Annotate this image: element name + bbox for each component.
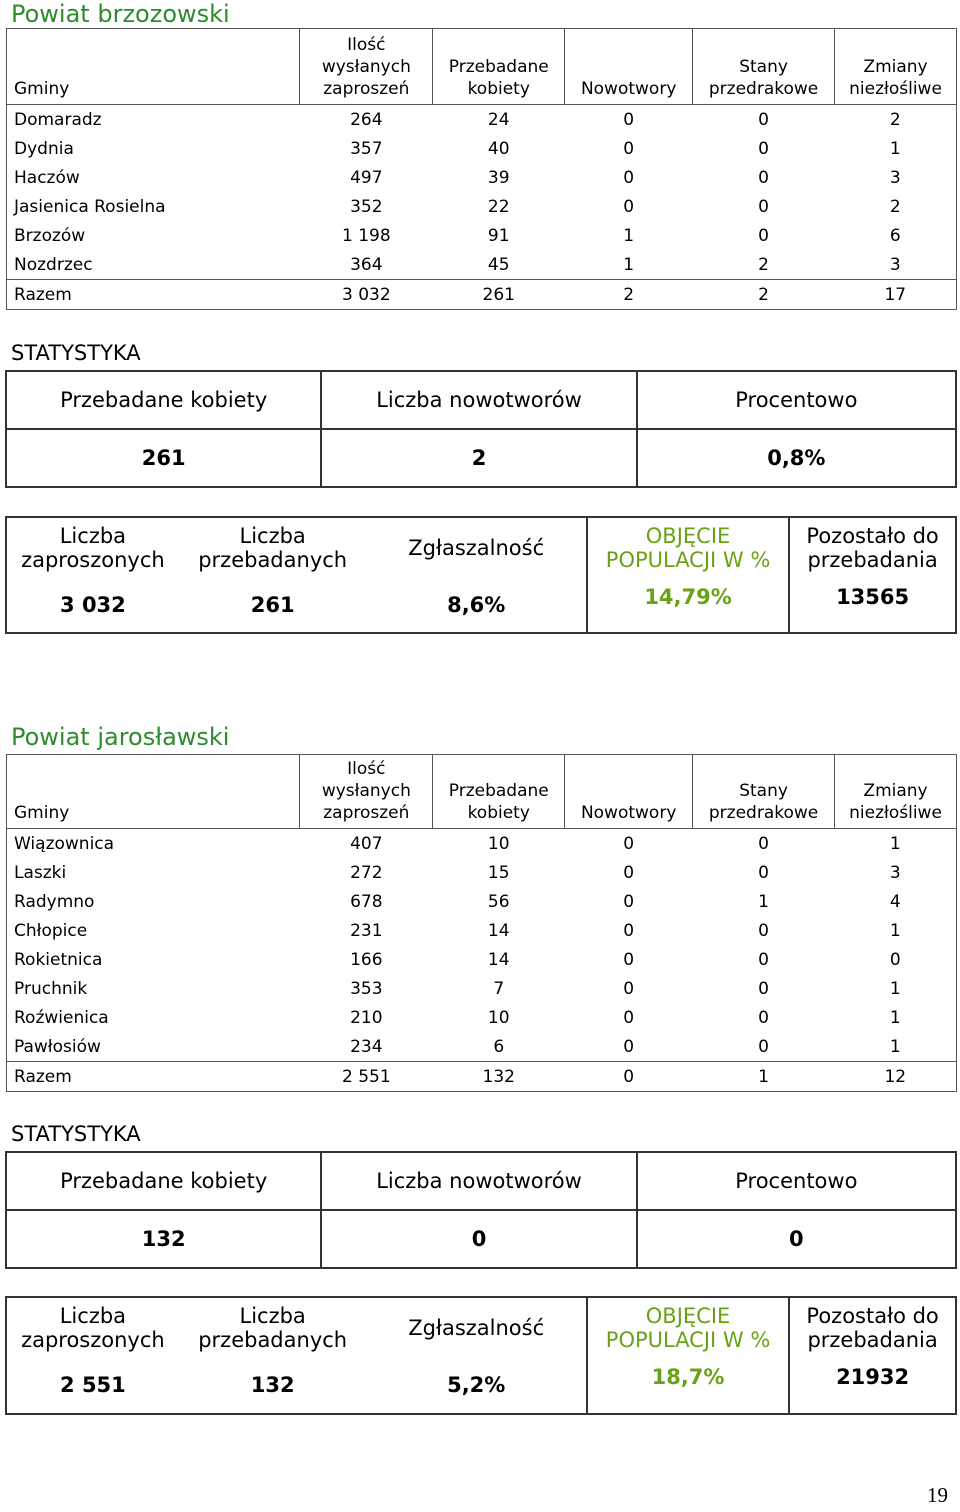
stat-header: Przebadane kobiety <box>6 371 321 429</box>
table-row <box>7 974 957 1003</box>
column-header: Nowotwory <box>565 755 693 829</box>
column-header: Nowotwory <box>565 29 693 105</box>
column-header: Stany przedrakowe <box>693 29 835 105</box>
table-cell: 91 <box>487 225 510 246</box>
statystyka-label: STATYSTYKA <box>11 1122 141 1146</box>
table-cell: 0 <box>623 1036 635 1057</box>
table-cell: 210 <box>350 1007 383 1028</box>
table-cell: 407 <box>350 833 383 854</box>
total-cell: Razem <box>14 1066 72 1087</box>
gmina-name-cell: Domaradz <box>14 109 102 130</box>
summary-value: 14,79% <box>587 577 789 633</box>
summary-header: Liczba przebadanych <box>198 1303 348 1352</box>
total-cell: 1 <box>758 1066 769 1087</box>
gmina-name-cell: Jasienica Rosielna <box>14 196 166 217</box>
page-number: 19 <box>927 1483 948 1507</box>
statystyka-table <box>5 1151 957 1269</box>
column-header: Stany przedrakowe <box>693 755 835 829</box>
gmina-name-cell: Chłopice <box>14 920 88 941</box>
table-cell: 39 <box>487 167 510 188</box>
column-header: Przebadane kobiety <box>433 29 565 105</box>
table-cell: 10 <box>487 833 510 854</box>
total-cell: 132 <box>482 1066 515 1087</box>
table-cell: 0 <box>758 949 769 970</box>
stat-header: Przebadane kobiety <box>6 1152 321 1210</box>
table-cell: 3 <box>889 862 901 883</box>
summary-header: Pozostało do przebadania <box>806 523 939 572</box>
statystyka-table <box>5 370 957 488</box>
table-cell: 166 <box>350 949 383 970</box>
table-row <box>7 858 957 887</box>
table-header-row <box>7 29 957 105</box>
table-cell: 0 <box>758 109 769 130</box>
table-cell: 264 <box>350 109 383 130</box>
table-header-row <box>7 755 957 829</box>
table-cell: 0 <box>758 1007 769 1028</box>
table-cell: 40 <box>487 138 510 159</box>
summary-header: Liczba przebadanych <box>198 523 348 572</box>
column-header: Gminy <box>7 755 300 829</box>
stat-header: Liczba nowotworów <box>321 371 636 429</box>
table-cell: 15 <box>487 862 510 883</box>
gmina-name-cell: Radymno <box>14 891 95 912</box>
table-cell: 0 <box>758 978 769 999</box>
table-cell: 234 <box>350 1036 383 1057</box>
summary-header: Liczba zaproszonych <box>21 1303 165 1352</box>
table-cell: 1 <box>623 225 635 246</box>
table-cell: 678 <box>350 891 383 912</box>
table-cell: 0 <box>623 833 635 854</box>
table-cell: 1 <box>889 138 901 159</box>
table-cell: 14 <box>487 949 510 970</box>
gmina-name-cell: Brzozów <box>14 225 86 246</box>
table-cell: 0 <box>758 833 769 854</box>
table-cell: 497 <box>350 167 383 188</box>
table-cell: 45 <box>487 254 510 275</box>
table-row <box>7 887 957 916</box>
summary-header: OBJĘCIE POPULACJI W % <box>587 517 789 577</box>
total-cell: Razem <box>14 284 72 305</box>
table-row <box>7 221 957 250</box>
gmina-name-cell: Laszki <box>14 862 67 883</box>
table-cell: 231 <box>350 920 383 941</box>
table-cell: 0 <box>623 1007 635 1028</box>
table-row <box>7 829 957 859</box>
statystyka-label: STATYSTYKA <box>11 341 141 365</box>
table-row <box>7 945 957 974</box>
table-cell: 0 <box>758 225 769 246</box>
table-cell: 1 <box>758 891 769 912</box>
total-cell: 3 032 <box>342 284 391 305</box>
column-header: Zmiany niezłośliwe <box>835 755 957 829</box>
section-title: Powiat brzozowski <box>11 0 230 28</box>
table-row <box>7 1032 957 1062</box>
table-cell: 0 <box>889 949 901 970</box>
summary-header: OBJĘCIE POPULACJI W % <box>587 1297 789 1357</box>
table-cell: 0 <box>623 138 635 159</box>
table-cell: 0 <box>758 920 769 941</box>
gminy-table <box>6 28 957 310</box>
summary-value: 8,6% <box>367 577 587 633</box>
summary-value: 13565 <box>836 585 910 609</box>
table-cell: 1 <box>889 833 901 854</box>
table-cell: 6 <box>889 225 901 246</box>
gmina-name-cell: Wiązownica <box>14 833 115 854</box>
column-header: Przebadane kobiety <box>433 755 565 829</box>
summary-table <box>5 516 957 634</box>
stat-value: 261 <box>6 429 321 487</box>
table-cell: 22 <box>487 196 510 217</box>
table-cell: 0 <box>758 167 769 188</box>
section-title: Powiat jarosławski <box>11 723 230 751</box>
table-cell: 2 <box>758 254 769 275</box>
summary-value: 261 <box>250 592 295 617</box>
table-row <box>7 1003 957 1032</box>
column-header: Ilość wysłanych zaproszeń <box>300 29 433 105</box>
total-cell: 261 <box>482 284 515 305</box>
total-cell: 12 <box>884 1066 907 1087</box>
table-row <box>7 192 957 221</box>
table-cell: 7 <box>493 978 505 999</box>
summary-value: 5,2% <box>367 1357 587 1414</box>
table-row <box>7 105 957 135</box>
table-row <box>7 250 957 280</box>
table-cell: 2 <box>889 109 901 130</box>
gmina-name-cell: Dydnia <box>14 138 74 159</box>
table-cell: 0 <box>623 920 635 941</box>
column-header: Zmiany niezłośliwe <box>835 29 957 105</box>
table-cell: 0 <box>623 196 635 217</box>
summary-header: Liczba zaproszonych <box>21 523 165 572</box>
table-cell: 353 <box>350 978 383 999</box>
summary-value: 3 032 <box>60 592 126 617</box>
gmina-name-cell: Pawłosiów <box>14 1036 101 1057</box>
gmina-name-cell: Haczów <box>14 167 80 188</box>
total-cell: 17 <box>884 284 907 305</box>
summary-value: 21932 <box>836 1365 910 1389</box>
column-header: Gminy <box>7 29 300 105</box>
total-cell: 2 551 <box>342 1066 391 1087</box>
table-cell: 364 <box>350 254 383 275</box>
table-cell: 352 <box>350 196 383 217</box>
table-cell: 272 <box>350 862 383 883</box>
table-cell: 1 <box>889 1007 901 1028</box>
table-cell: 0 <box>758 196 769 217</box>
total-row <box>7 1062 957 1092</box>
gmina-name-cell: Rokietnica <box>14 949 103 970</box>
table-row <box>7 163 957 192</box>
table-cell: 0 <box>623 891 635 912</box>
table-cell: 1 <box>889 978 901 999</box>
stat-header: Liczba nowotworów <box>321 1152 636 1210</box>
table-cell: 3 <box>889 254 901 275</box>
summary-header: Zgłaszalność <box>367 1297 587 1357</box>
gmina-name-cell: Nozdrzec <box>14 254 93 275</box>
table-row <box>7 916 957 945</box>
table-cell: 0 <box>758 1036 769 1057</box>
table-cell: 0 <box>623 949 635 970</box>
gminy-table <box>6 754 957 1092</box>
column-header: Ilość wysłanych zaproszeń <box>300 755 433 829</box>
table-cell: 0 <box>758 138 769 159</box>
table-cell: 1 <box>889 920 901 941</box>
table-cell: 1 198 <box>342 225 391 246</box>
summary-value: 2 551 <box>60 1373 126 1397</box>
table-cell: 6 <box>493 1036 505 1057</box>
stat-value: 0 <box>637 1210 956 1268</box>
table-cell: 1 <box>889 1036 901 1057</box>
summary-value: 18,7% <box>587 1357 789 1414</box>
gmina-name-cell: Pruchnik <box>14 978 88 999</box>
total-row <box>7 280 957 310</box>
stat-value: 0,8% <box>637 429 956 487</box>
table-cell: 4 <box>889 891 901 912</box>
table-row <box>7 134 957 163</box>
summary-header: Pozostało do przebadania <box>806 1303 939 1352</box>
stat-header: Procentowo <box>637 371 956 429</box>
table-cell: 0 <box>623 978 635 999</box>
table-cell: 0 <box>623 862 635 883</box>
table-cell: 0 <box>623 167 635 188</box>
table-cell: 1 <box>623 254 635 275</box>
total-cell: 2 <box>758 284 769 305</box>
table-cell: 0 <box>758 862 769 883</box>
summary-table <box>5 1296 957 1415</box>
total-cell: 0 <box>623 1066 635 1087</box>
stat-header: Procentowo <box>637 1152 956 1210</box>
total-cell: 2 <box>623 284 635 305</box>
table-cell: 10 <box>487 1007 510 1028</box>
table-cell: 24 <box>487 109 510 130</box>
stat-value: 0 <box>321 1210 636 1268</box>
gmina-name-cell: Roźwienica <box>14 1007 109 1028</box>
table-cell: 3 <box>889 167 901 188</box>
stat-value: 132 <box>6 1210 321 1268</box>
summary-header: Zgłaszalność <box>367 517 587 577</box>
table-cell: 14 <box>487 920 510 941</box>
stat-value: 2 <box>321 429 636 487</box>
table-cell: 56 <box>487 891 510 912</box>
table-cell: 0 <box>623 109 635 130</box>
table-cell: 2 <box>889 196 901 217</box>
summary-value: 132 <box>250 1373 295 1397</box>
table-cell: 357 <box>350 138 383 159</box>
